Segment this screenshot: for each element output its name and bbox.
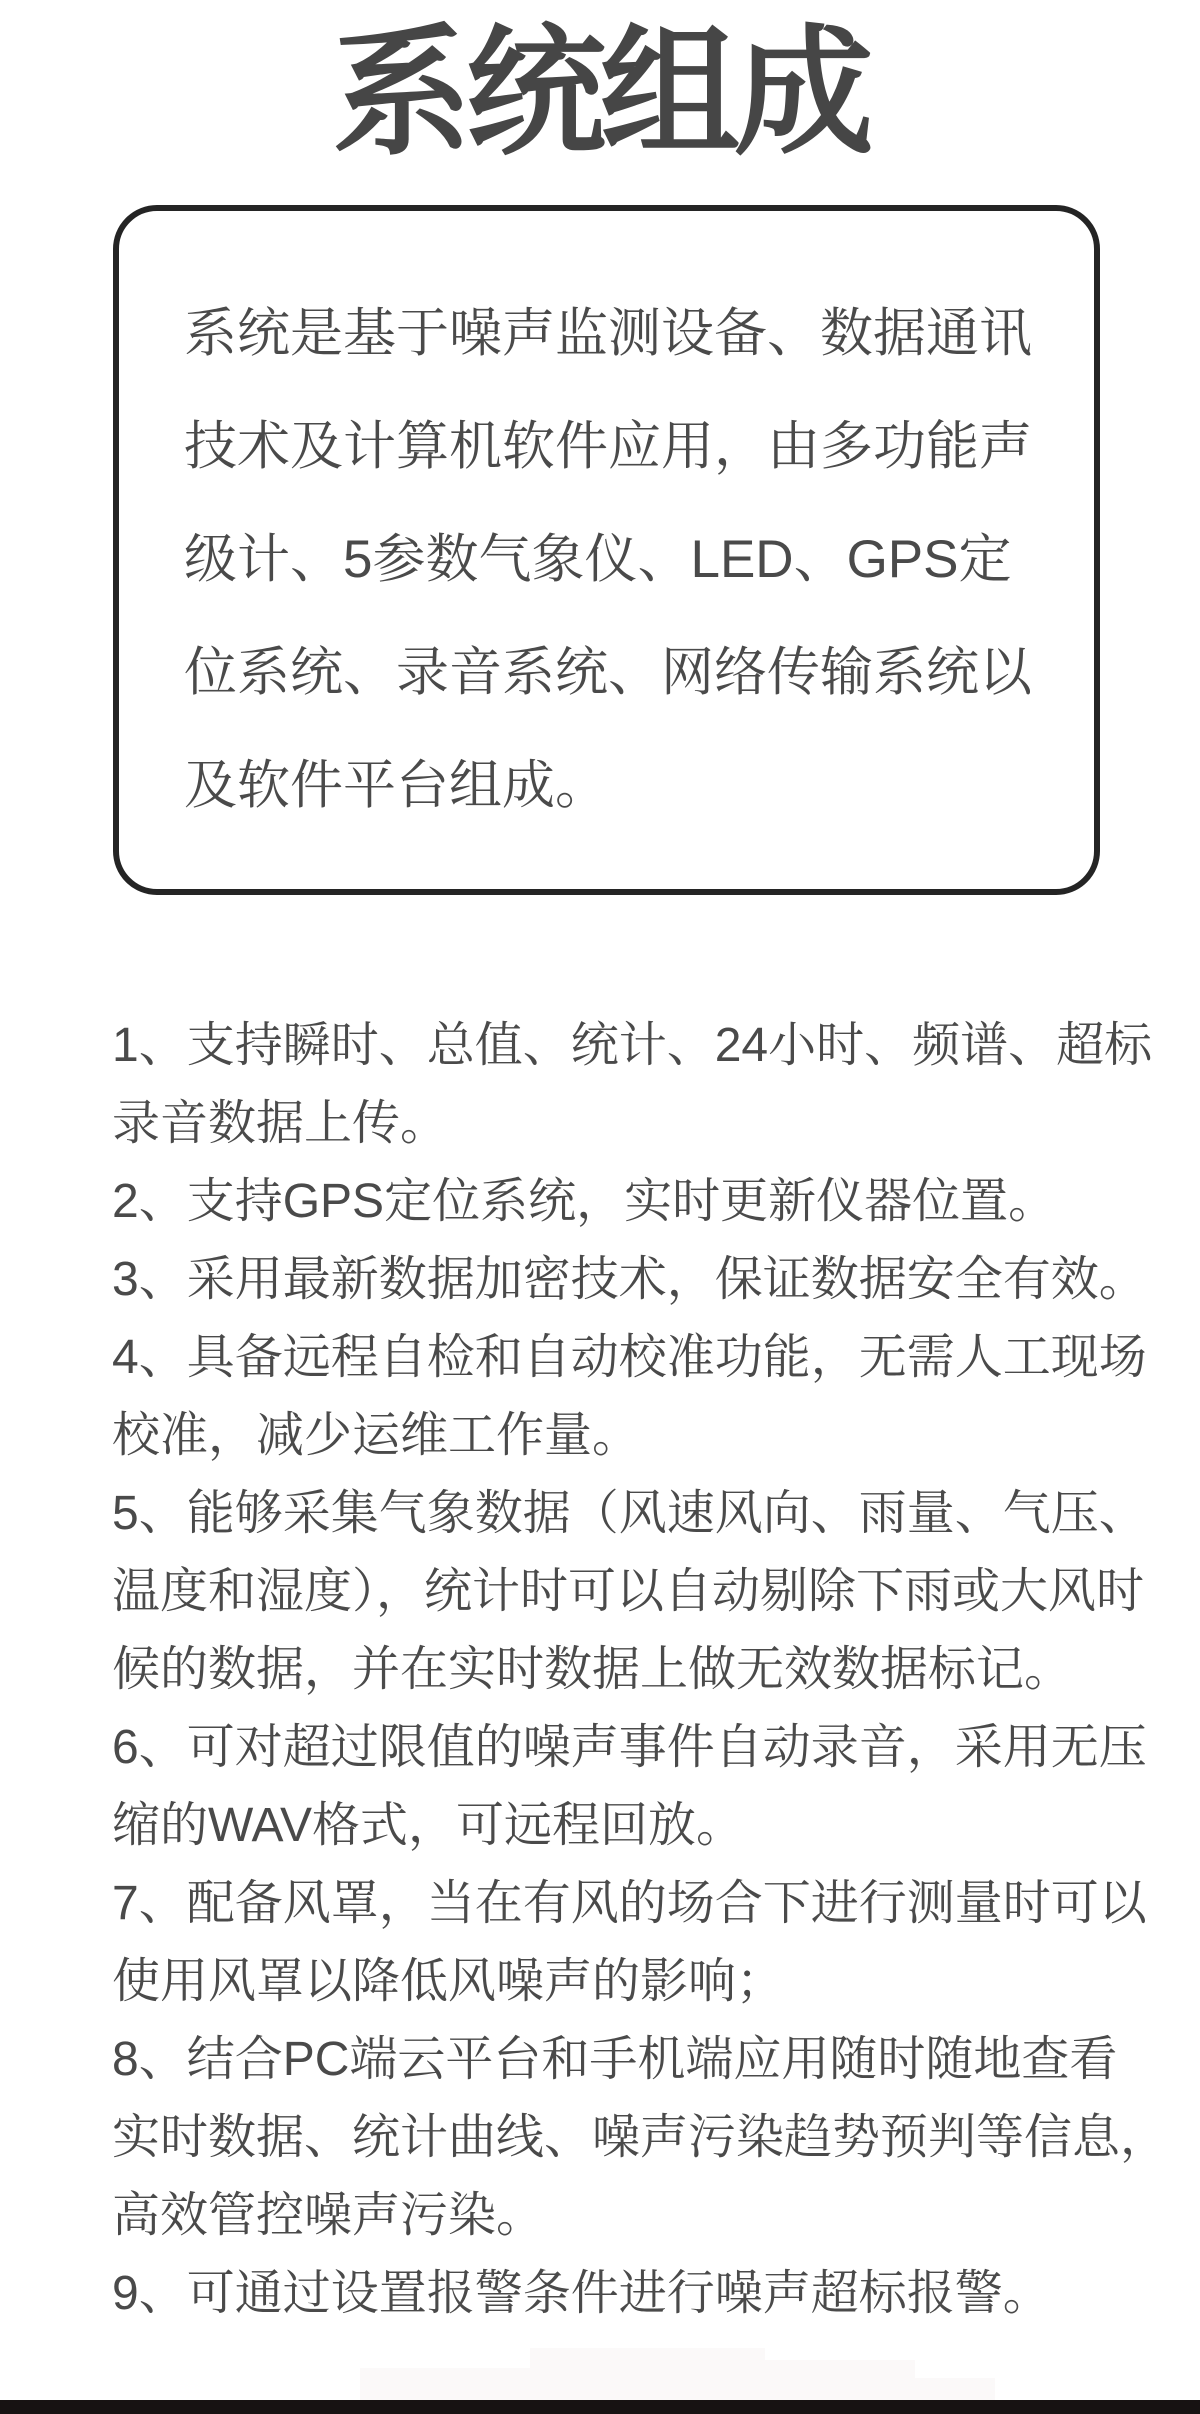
feature-item-line: 8、结合PC端云平台和手机端应用随时随地查看 <box>112 2033 1118 2086</box>
feature-item-7 <box>112 1865 1147 2021</box>
intro-box <box>113 205 1100 895</box>
feature-item-6 <box>112 1709 1147 1865</box>
intro-box-line: 系统是基于噪声监测设备、数据通讯 <box>184 304 1032 363</box>
feature-item-line: 候的数据，并在实时数据上做无效数据标记。 <box>112 1643 1073 1696</box>
feature-item-9 <box>112 2255 1122 2333</box>
faint-skyline-artifact <box>355 2348 1095 2400</box>
intro-box-line: 级计、5参数气象仪、LED、GPS定 <box>184 530 1012 589</box>
feature-item-line: 1、支持瞬时、总值、统计、24小时、频谱、超标 <box>112 1019 1153 1072</box>
feature-item-line: 温度和湿度），统计时可以自动剔除下雨或大风时 <box>112 1565 1145 1618</box>
feature-item-1 <box>112 1007 1153 1163</box>
feature-item-line: 9、可通过设置报警条件进行噪声超标报警。 <box>112 2267 1051 2320</box>
feature-item-line: 6、可对超过限值的噪声事件自动录音，采用无压 <box>112 1721 1147 1774</box>
feature-item-line: 缩的WAV格式，可远程回放。 <box>112 1799 744 1852</box>
intro-box-line: 位系统、录音系统、网络传输系统以 <box>184 643 1032 702</box>
feature-item-4 <box>112 1319 1147 1475</box>
feature-item-line: 录音数据上传。 <box>112 1097 449 1150</box>
feature-item-line: 实时数据、统计曲线、噪声污染趋势预判等信息， <box>112 2111 1169 2164</box>
feature-item-line: 5、能够采集气象数据（风速风向、雨量、气压、 <box>112 1487 1147 1540</box>
feature-item-3 <box>112 1241 1147 1319</box>
feature-item-line: 3、采用最新数据加密技术，保证数据安全有效。 <box>112 1253 1147 1306</box>
page-title: 系统组成 <box>331 14 868 171</box>
feature-item-line: 4、具备远程自检和自动校准功能，无需人工现场 <box>112 1331 1147 1384</box>
feature-item-line: 校准，减少运维工作量。 <box>112 1409 641 1462</box>
feature-item-line: 高效管控噪声污染。 <box>112 2189 545 2242</box>
intro-box-line: 及软件平台组成。 <box>184 756 608 815</box>
feature-item-5 <box>112 1475 1147 1709</box>
intro-box-text <box>119 211 1094 842</box>
skyline-shape <box>530 2348 765 2400</box>
feature-item-line: 使用风罩以降低风噪声的影响； <box>112 1955 785 2008</box>
feature-item-line: 7、配备风罩，当在有风的场合下进行测量时可以 <box>112 1877 1147 1930</box>
feature-list <box>112 1007 1169 2333</box>
bottom-bar <box>0 2400 1200 2414</box>
feature-item-line: 2、支持GPS定位系统，实时更新仪器位置。 <box>112 1175 1057 1228</box>
feature-item-2 <box>112 1163 1122 1241</box>
intro-box-line: 技术及计算机软件应用，由多功能声 <box>184 417 1032 476</box>
feature-item-8 <box>112 2021 1169 2255</box>
skyline-shape <box>765 2360 915 2400</box>
